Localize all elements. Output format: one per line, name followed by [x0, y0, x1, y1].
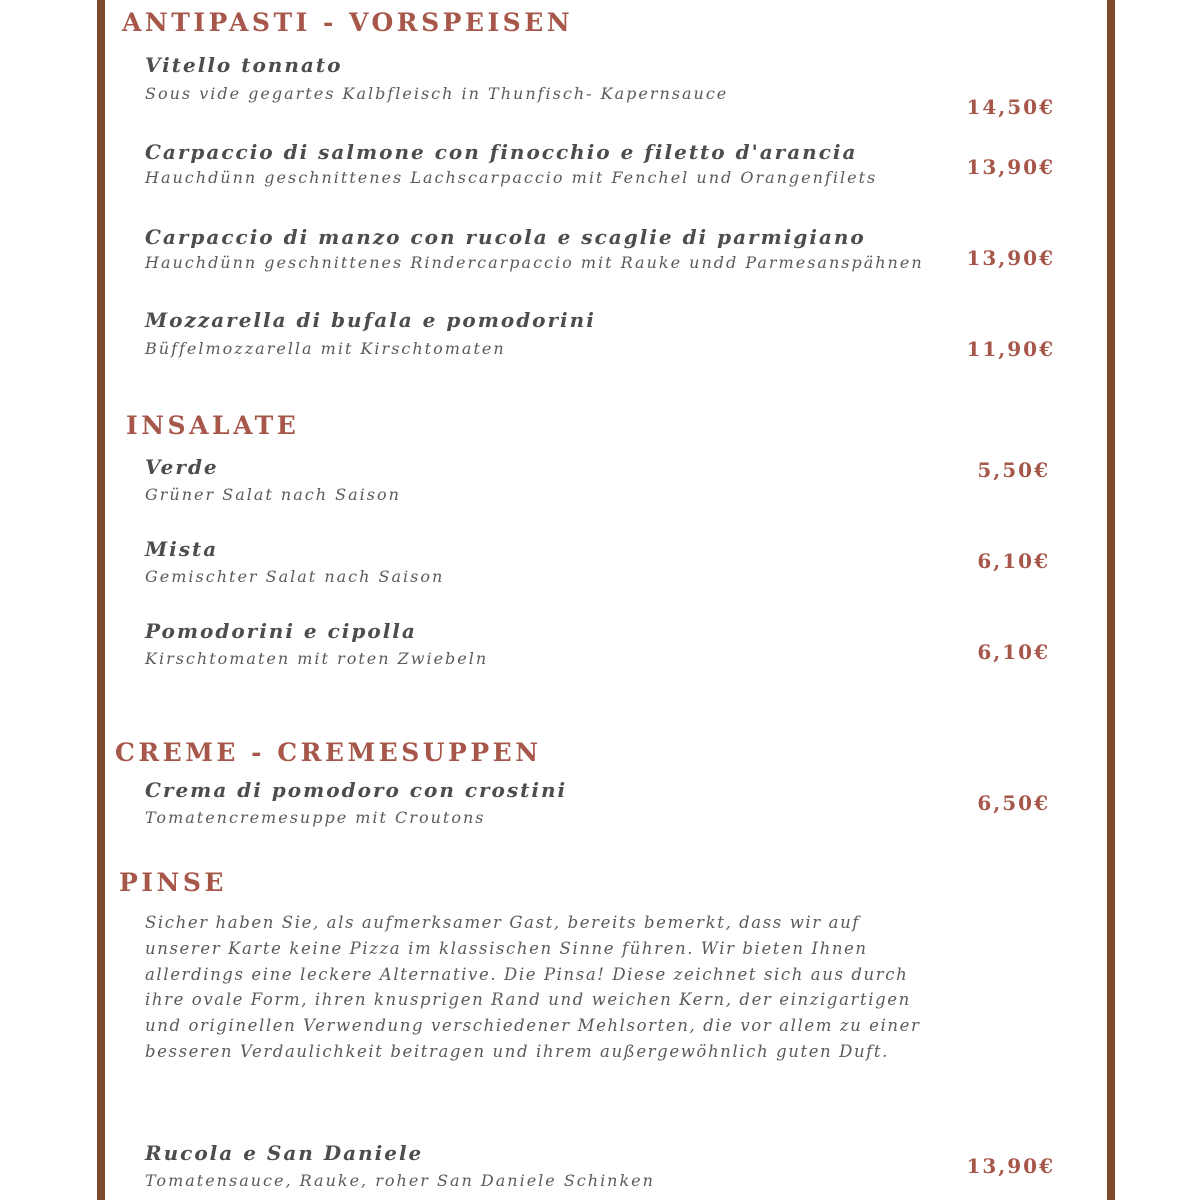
- dish-desc-mozzarella-bufala: Büffelmozzarella mit Kirschtomaten: [145, 339, 506, 358]
- dish-desc-rucola-san-daniele: Tomatensauce, Rauke, roher San Daniele Schinken: [145, 1171, 655, 1190]
- dish-desc-crema-pomodoro: Tomatencremesuppe mit Croutons: [145, 808, 486, 827]
- section-title-insalate: INSALATE: [126, 411, 300, 440]
- dish-price-crema-pomodoro: 6,50€: [977, 791, 1050, 815]
- dish-name-pomodorini-cipolla: Pomodorini e cipolla: [145, 619, 417, 643]
- dish-price-carpaccio-manzo: 13,90€: [966, 246, 1055, 270]
- dish-name-vitello-tonnato: Vitello tonnato: [145, 53, 343, 77]
- pinse-intro-text: Sicher haben Sie, als aufmerksamer Gast, bereits bemerkt, dass wir auf unserer Karte keine Pizza im klassischen Sinne führen. Wir bieten Ihnen allerdings eine leckere Alternative. Die Pinsa! Diese zeichnet sich aus durch ihre ovale Form, ihren knusprigen Rand und weichen Kern, der einzigartigen und originellen Verwendung verschiedener Mehlsorten, die vor allem zu einer besseren Verdaulichkeit beitragen und ihrem außergewöhnlich guten Duft.: [145, 913, 921, 1061]
- dish-desc-verde: Grüner Salat nach Saison: [145, 485, 401, 504]
- dish-desc-carpaccio-manzo: Hauchdünn geschnittenes Rindercarpaccio mit Rauke undd Parmesanspähnen: [145, 253, 924, 272]
- dish-name-carpaccio-manzo: Carpaccio di manzo con rucola e scaglie di parmigiano: [145, 225, 866, 249]
- dish-price-vitello-tonnato: 14,50€: [966, 95, 1055, 119]
- dish-desc-pomodorini-cipolla: Kirschtomaten mit roten Zwiebeln: [145, 649, 489, 668]
- dish-name-crema-pomodoro: Crema di pomodoro con crostini: [145, 778, 568, 802]
- dish-price-rucola-san-daniele: 13,90€: [966, 1154, 1055, 1178]
- dish-price-pomodorini-cipolla: 6,10€: [977, 640, 1050, 664]
- dish-name-mozzarella-bufala: Mozzarella di bufala e pomodorini: [145, 308, 596, 332]
- section-title-antipasti: ANTIPASTI - VORSPEISEN: [122, 8, 574, 37]
- dish-price-verde: 5,50€: [977, 458, 1050, 482]
- section-title-pinse: PINSE: [119, 868, 227, 897]
- dish-price-carpaccio-salmone: 13,90€: [966, 155, 1055, 179]
- dish-price-mozzarella-bufala: 11,90€: [966, 337, 1055, 361]
- dish-price-mista: 6,10€: [977, 549, 1050, 573]
- dish-desc-carpaccio-salmone: Hauchdünn geschnittenes Lachscarpaccio mit Fenchel und Orangenfilets: [145, 168, 878, 187]
- dish-desc-vitello-tonnato: Sous vide gegartes Kalbfleisch in Thunfisch- Kapernsauce: [145, 84, 729, 103]
- section-title-creme: CREME - CREMESUPPEN: [115, 738, 542, 767]
- dish-desc-mista: Gemischter Salat nach Saison: [145, 567, 445, 586]
- dish-name-carpaccio-salmone: Carpaccio di salmone con finocchio e filetto d'arancia: [145, 140, 858, 164]
- dish-name-mista: Mista: [145, 537, 219, 561]
- dish-name-rucola-san-daniele: Rucola e San Daniele: [145, 1141, 424, 1165]
- dish-name-verde: Verde: [145, 455, 219, 479]
